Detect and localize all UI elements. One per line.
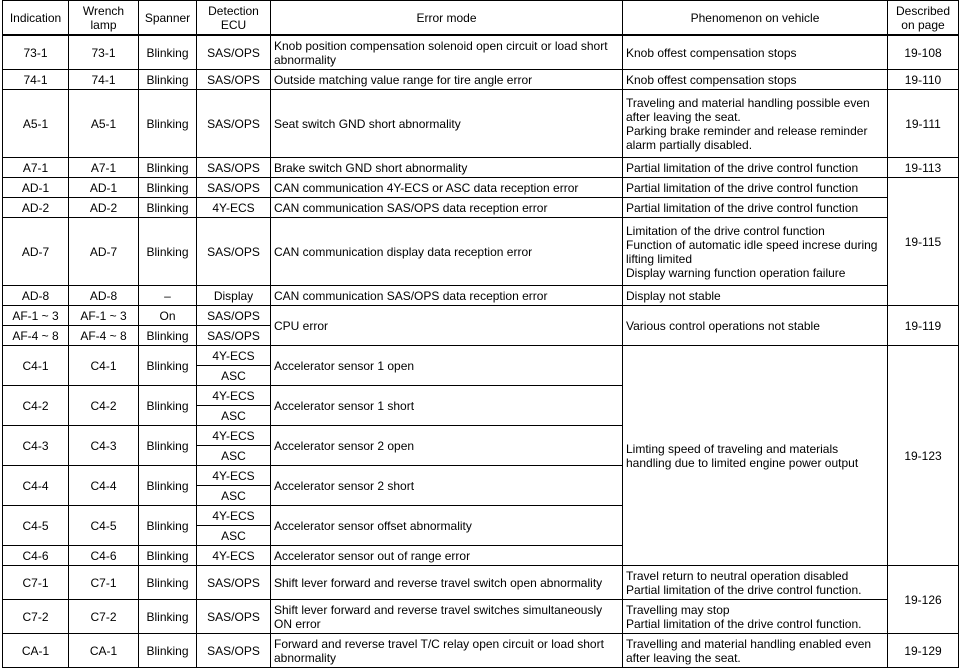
table-row (3, 70, 959, 90)
cell-spanner: Blinking (139, 566, 197, 600)
cell-spanner: Blinking (139, 90, 197, 158)
cell-error-mode: CAN communication SAS/OPS data reception error (271, 198, 623, 218)
cell-phenomenon: Partial limitation of the drive control function (623, 178, 888, 198)
cell-spanner: Blinking (139, 634, 197, 668)
cell-indication: C4-6 (3, 546, 69, 566)
cell-error-mode: Accelerator sensor 1 short (271, 386, 623, 426)
cell-wrench-lamp: C4-6 (69, 546, 139, 566)
cell-error-mode: CAN communication SAS/OPS data reception error (271, 286, 623, 306)
cell-detection-ecu: SAS/OPS (197, 634, 271, 668)
cell-error-mode: Accelerator sensor offset abnormality (271, 506, 623, 546)
cell-spanner: Blinking (139, 178, 197, 198)
table-row (3, 178, 959, 198)
cell-spanner: Blinking (139, 35, 197, 70)
header-wrench-lamp: Wrench lamp (69, 1, 139, 36)
error-code-table (2, 0, 959, 668)
table-row (3, 218, 959, 286)
cell-page: 19-115 (888, 178, 959, 306)
cell-indication: AD-8 (3, 286, 69, 306)
cell-spanner: Blinking (139, 386, 197, 426)
cell-detection-ecu: 4Y-ECS (197, 546, 271, 566)
cell-phenomenon: Limting speed of traveling and materials handling due to limited engine power output (623, 346, 888, 566)
cell-spanner: Blinking (139, 198, 197, 218)
cell-wrench-lamp: AD-1 (69, 178, 139, 198)
cell-error-mode: CPU error (271, 306, 623, 346)
cell-phenomenon: Travel return to neutral operation disabled Partial limitation of the drive control function. (623, 566, 888, 600)
cell-detection-ecu: SAS/OPS (197, 600, 271, 634)
cell-detection-ecu: 4Y-ECS (197, 386, 271, 406)
cell-error-mode: Brake switch GND short abnormality (271, 158, 623, 178)
cell-indication: C4-2 (3, 386, 69, 426)
cell-indication: A7-1 (3, 158, 69, 178)
header-spanner: Spanner (139, 1, 197, 36)
cell-error-mode: CAN communication 4Y-ECS or ASC data reception error (271, 178, 623, 198)
cell-detection-ecu: ASC (197, 406, 271, 426)
cell-wrench-lamp: AD-8 (69, 286, 139, 306)
header-indication: Indication (3, 1, 69, 36)
cell-wrench-lamp: CA-1 (69, 634, 139, 668)
cell-detection-ecu: SAS/OPS (197, 35, 271, 70)
cell-spanner: Blinking (139, 466, 197, 506)
cell-error-mode: Seat switch GND short abnormality (271, 90, 623, 158)
cell-error-mode: Forward and reverse travel T/C relay open circuit or load short abnormality (271, 634, 623, 668)
cell-wrench-lamp: 74-1 (69, 70, 139, 90)
table-row (3, 198, 959, 218)
cell-detection-ecu: 4Y-ECS (197, 198, 271, 218)
header-phenomenon: Phenomenon on vehicle (623, 1, 888, 36)
cell-detection-ecu: SAS/OPS (197, 90, 271, 158)
table-row (3, 566, 959, 600)
table-row (3, 286, 959, 306)
cell-indication: AD-2 (3, 198, 69, 218)
cell-phenomenon: Knob offest compensation stops (623, 70, 888, 90)
cell-wrench-lamp: A5-1 (69, 90, 139, 158)
cell-indication: C4-1 (3, 346, 69, 386)
cell-indication: CA-1 (3, 634, 69, 668)
cell-indication: 73-1 (3, 35, 69, 70)
header-error-mode: Error mode (271, 1, 623, 36)
cell-detection-ecu: SAS/OPS (197, 326, 271, 346)
cell-spanner: Blinking (139, 326, 197, 346)
cell-detection-ecu: ASC (197, 366, 271, 386)
table-row (3, 35, 959, 70)
cell-wrench-lamp: C4-3 (69, 426, 139, 466)
cell-phenomenon: Various control operations not stable (623, 306, 888, 346)
cell-error-mode: Outside matching value range for tire angle error (271, 70, 623, 90)
cell-detection-ecu: SAS/OPS (197, 70, 271, 90)
cell-error-mode: Accelerator sensor 1 open (271, 346, 623, 386)
cell-page: 19-108 (888, 35, 959, 70)
cell-page: 19-113 (888, 158, 959, 178)
table-row (3, 90, 959, 158)
cell-spanner: Blinking (139, 70, 197, 90)
cell-page: 19-119 (888, 306, 959, 346)
cell-spanner: On (139, 306, 197, 326)
cell-phenomenon: Knob offest compensation stops (623, 35, 888, 70)
cell-indication: A5-1 (3, 90, 69, 158)
cell-wrench-lamp: C4-5 (69, 506, 139, 546)
error-code-table-container (2, 0, 959, 668)
cell-detection-ecu: ASC (197, 446, 271, 466)
cell-error-mode: Shift lever forward and reverse travel switch open abnormality (271, 566, 623, 600)
cell-detection-ecu: SAS/OPS (197, 158, 271, 178)
cell-detection-ecu: 4Y-ECS (197, 346, 271, 366)
header-described-on-page: Described on page (888, 1, 959, 36)
cell-wrench-lamp: AD-7 (69, 218, 139, 286)
cell-wrench-lamp: C4-1 (69, 346, 139, 386)
cell-page: 19-123 (888, 346, 959, 566)
cell-phenomenon: Partial limitation of the drive control function (623, 158, 888, 178)
cell-wrench-lamp: AF-1 ~ 3 (69, 306, 139, 326)
cell-indication: C4-3 (3, 426, 69, 466)
cell-wrench-lamp: C7-1 (69, 566, 139, 600)
cell-detection-ecu: SAS/OPS (197, 178, 271, 198)
cell-page: 19-111 (888, 90, 959, 158)
table-row (3, 346, 959, 366)
table-row (3, 306, 959, 326)
cell-indication: 74-1 (3, 70, 69, 90)
cell-detection-ecu: SAS/OPS (197, 306, 271, 326)
cell-error-mode: Shift lever forward and reverse travel switches simultaneously ON error (271, 600, 623, 634)
cell-error-mode: Accelerator sensor out of range error (271, 546, 623, 566)
cell-phenomenon: Travelling and material handling enabled even after leaving the seat. (623, 634, 888, 668)
cell-detection-ecu: 4Y-ECS (197, 506, 271, 526)
cell-detection-ecu: 4Y-ECS (197, 426, 271, 446)
cell-wrench-lamp: AD-2 (69, 198, 139, 218)
table-row (3, 634, 959, 668)
cell-error-mode: Knob position compensation solenoid open circuit or load short abnormality (271, 35, 623, 70)
cell-wrench-lamp: 73-1 (69, 35, 139, 70)
cell-phenomenon: Limitation of the drive control function Function of automatic idle speed increse during lifting limited Display warning function operation failure (623, 218, 888, 286)
cell-page: 19-129 (888, 634, 959, 668)
cell-spanner: Blinking (139, 600, 197, 634)
header-detection-ecu: Detection ECU (197, 1, 271, 36)
cell-indication: C7-2 (3, 600, 69, 634)
cell-detection-ecu: ASC (197, 526, 271, 546)
cell-wrench-lamp: C4-2 (69, 386, 139, 426)
table-row (3, 600, 959, 634)
cell-detection-ecu: ASC (197, 486, 271, 506)
cell-spanner: Blinking (139, 506, 197, 546)
cell-indication: C4-4 (3, 466, 69, 506)
cell-error-mode: Accelerator sensor 2 open (271, 426, 623, 466)
cell-spanner: – (139, 286, 197, 306)
cell-detection-ecu: 4Y-ECS (197, 466, 271, 486)
cell-phenomenon: Traveling and material handling possible even after leaving the seat. Parking brake reminder and release reminder alarm partially disabled. (623, 90, 888, 158)
cell-page: 19-110 (888, 70, 959, 90)
cell-spanner: Blinking (139, 426, 197, 466)
cell-indication: C4-5 (3, 506, 69, 546)
cell-error-mode: CAN communication display data reception error (271, 218, 623, 286)
cell-detection-ecu: Display (197, 286, 271, 306)
cell-wrench-lamp: A7-1 (69, 158, 139, 178)
cell-wrench-lamp: C4-4 (69, 466, 139, 506)
cell-phenomenon: Display not stable (623, 286, 888, 306)
cell-indication: AD-1 (3, 178, 69, 198)
cell-spanner: Blinking (139, 346, 197, 386)
cell-indication: AF-4 ~ 8 (3, 326, 69, 346)
cell-indication: C7-1 (3, 566, 69, 600)
cell-phenomenon: Partial limitation of the drive control function (623, 198, 888, 218)
cell-indication: AD-7 (3, 218, 69, 286)
cell-error-mode: Accelerator sensor 2 short (271, 466, 623, 506)
cell-spanner: Blinking (139, 546, 197, 566)
cell-detection-ecu: SAS/OPS (197, 218, 271, 286)
cell-wrench-lamp: C7-2 (69, 600, 139, 634)
cell-indication: AF-1 ~ 3 (3, 306, 69, 326)
cell-wrench-lamp: AF-4 ~ 8 (69, 326, 139, 346)
cell-phenomenon: Travelling may stop Partial limitation of the drive control function. (623, 600, 888, 634)
table-row (3, 158, 959, 178)
cell-spanner: Blinking (139, 218, 197, 286)
cell-spanner: Blinking (139, 158, 197, 178)
header-row (3, 1, 959, 36)
cell-page: 19-126 (888, 566, 959, 634)
cell-detection-ecu: SAS/OPS (197, 566, 271, 600)
